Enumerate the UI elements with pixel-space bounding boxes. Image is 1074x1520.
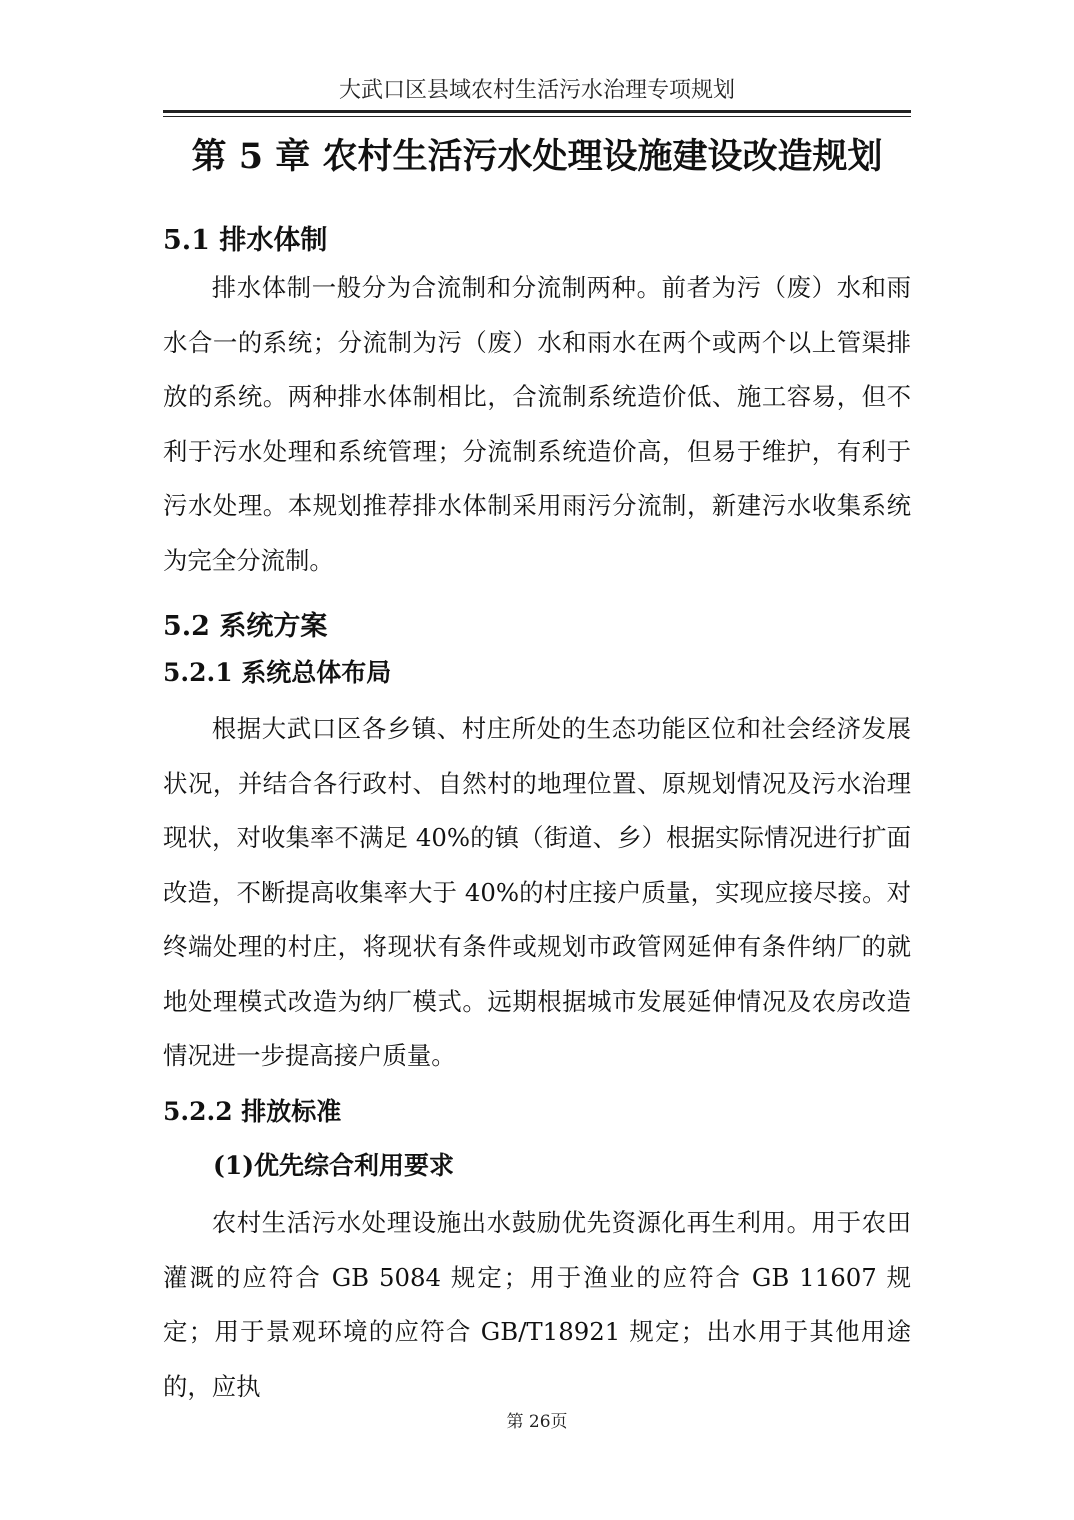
subheading-reuse-requirements: (1)优先综合利用要求: [213, 1151, 455, 1180]
running-header: 大武口区县域农村生活污水治理专项规划: [338, 78, 735, 103]
section-heading-5-2: 5.2 系统方案: [163, 611, 328, 642]
header-rule-thin: [163, 116, 911, 117]
header-rule-thick: [163, 110, 911, 113]
paragraph-reuse-requirements: 农村生活污水处理设施出水鼓励优先资源化再生利用。用于农田灌溉的应符合 GB 5084 规定；用于渔业的应符合 GB 11607 规定；用于景观环境的应符合 GB/T18921 规定；出水用于其他用途的，应执: [163, 1208, 911, 1401]
section-heading-5-2-1: 5.2.1 系统总体布局: [163, 658, 392, 687]
paragraph-drainage-system: 排水体制一般分为合流制和分流制两种。前者为污（废）水和雨水合一的系统；分流制为污（废）水和雨水在两个或两个以上管渠排放的系统。两种排水体制相比，合流制系统造价低、施工容易，但不利于污水处理和系统管理；分流制系统造价高，但易于维护，有利于污水处理。本规划推荐排水体制采用雨污分流制，新建污水收集系统为完全分流制。: [163, 273, 911, 575]
section-heading-5-2-2: 5.2.2 排放标准: [163, 1097, 342, 1126]
chapter-title: 第 5 章 农村生活污水处理设施建设改造规划: [191, 136, 883, 177]
paragraph-overall-layout: 根据大武口区各乡镇、村庄所处的生态功能区位和社会经济发展状况，并结合各行政村、自然村的地理位置、原规划情况及污水治理现状，对收集率不满足 40%的镇（街道、乡）根据实际情况进行扩面改造，不断提高收集率大于 40%的村庄接户质量，实现应接尽接。对终端处理的村庄，将现状有条件或规划市政管网延伸有条件纳厂的就地处理模式改造为纳厂模式。远期根据城市发展延伸情况及农房改造情况进一步提高接户质量。: [163, 714, 911, 1070]
section-heading-5-1: 5.1 排水体制: [163, 225, 328, 256]
page-number: 第 26页: [506, 1412, 568, 1432]
